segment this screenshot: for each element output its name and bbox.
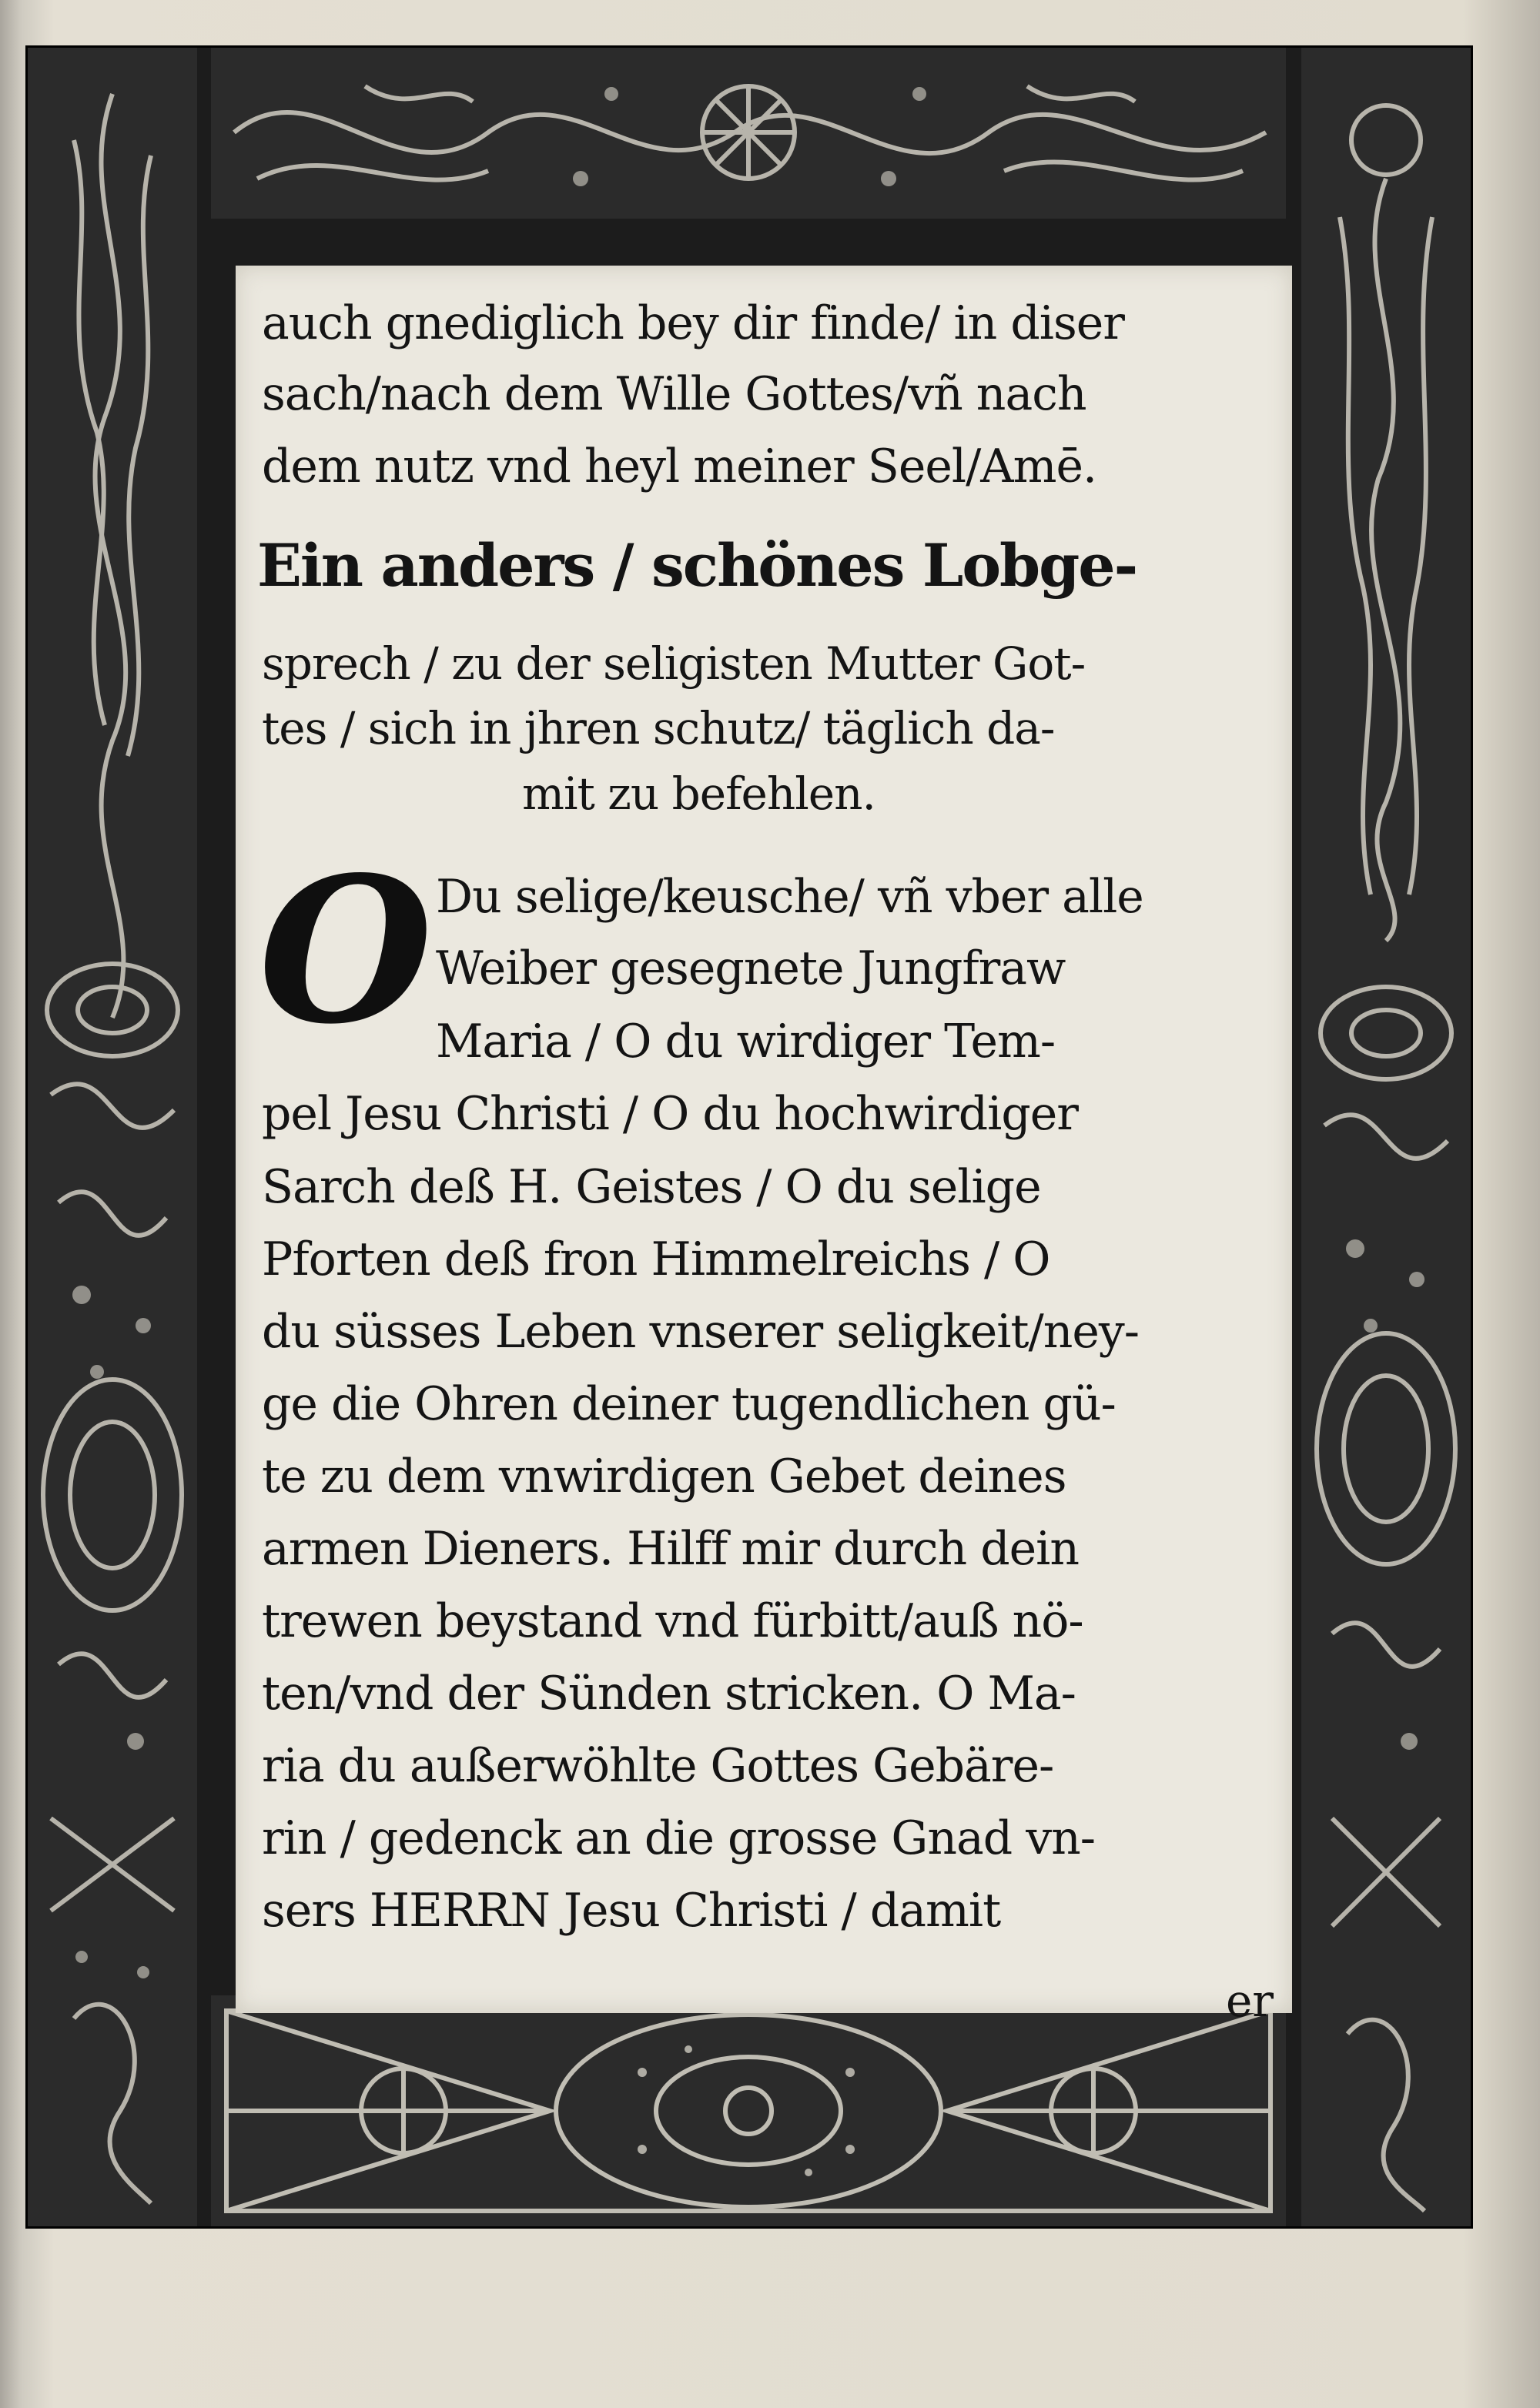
text-line: auch gnediglich bey dir finde/ in diser	[262, 296, 1124, 350]
text-line: armen Dieners. Hilff mir durch dein	[262, 1522, 1079, 1576]
text-line: Du selige/keusche/ vñ vber alle	[436, 870, 1143, 924]
text-line: rin / gedenck an die grosse Gnad vn-	[262, 1811, 1096, 1865]
text-line: Maria / O du wirdiger Tem-	[436, 1015, 1056, 1069]
subheading-line: tes / sich in jhren schutz/ täglich da-	[262, 702, 1055, 754]
text-line: ge die Ohren deiner tugendlichen gü-	[262, 1377, 1116, 1431]
text-line: te zu dem vnwirdigen Gebet deines	[262, 1450, 1066, 1503]
text-line: Sarch deß H. Geistes / O du selige	[262, 1160, 1041, 1214]
top-woodcut-border	[211, 48, 1286, 219]
section-heading: Ein anders / schönes Lobge-	[257, 531, 1137, 600]
subheading-line: mit zu befehlen.	[522, 768, 875, 820]
text-line: dem nutz vnd heyl meiner Seel/Amē.	[262, 440, 1097, 493]
text-line: Pforten deß fron Himmelreichs / O	[262, 1232, 1050, 1286]
text-line: du süsses Leben vnserer seligkeit/ney-	[262, 1305, 1140, 1359]
right-woodcut-border	[1301, 48, 1471, 2226]
text-line: Weiber gesegnete Jungfraw	[436, 941, 1066, 995]
woodcut-frame	[28, 48, 1471, 2226]
text-line: sers HERRN Jesu Christi / damit	[262, 1884, 1001, 1938]
catchword: er	[1225, 1975, 1274, 2027]
text-line: sach/nach dem Wille Gottes/vñ nach	[262, 367, 1086, 421]
decorated-initial: O	[258, 834, 434, 1069]
text-line: ten/vnd der Sünden stricken. O Ma-	[262, 1667, 1076, 1721]
left-woodcut-border	[28, 48, 197, 2226]
text-line: trewen beystand vnd fürbitt/auß nö-	[262, 1594, 1083, 1648]
subheading-line: sprech / zu der seligisten Mutter Got-	[262, 637, 1086, 690]
text-line: pel Jesu Christi / O du hochwirdiger	[262, 1087, 1078, 1141]
bottom-woodcut-border	[211, 1995, 1286, 2226]
text-line: ria du außerwöhlte Gottes Gebäre-	[262, 1739, 1054, 1793]
text-block	[236, 266, 1292, 2027]
